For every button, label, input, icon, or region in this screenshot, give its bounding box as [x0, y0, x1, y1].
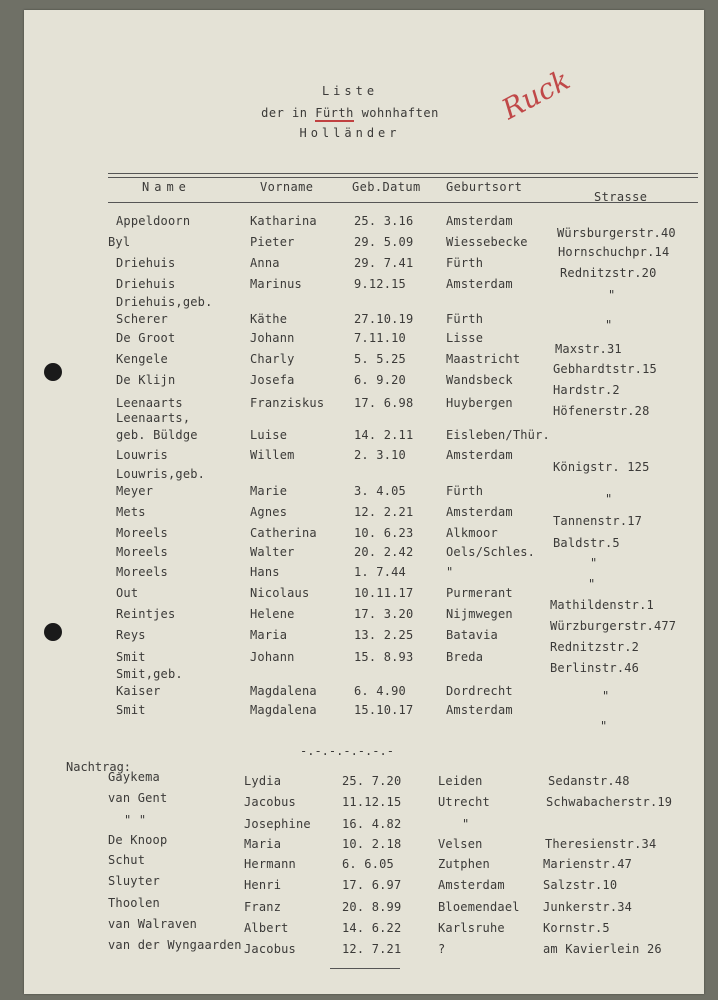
row-strasse: Würzburgerstr.477: [550, 619, 677, 633]
row-ort: Amsterdam: [446, 448, 513, 462]
nachtrag-name: Sluyter: [108, 874, 160, 888]
row-strasse: ": [590, 556, 598, 570]
nachtrag-datum: 11.12.15: [342, 795, 402, 809]
nachtrag-ort: ": [462, 817, 470, 831]
row-name: Moreels: [116, 565, 168, 579]
row-datum: 17. 6.98: [354, 396, 414, 410]
nachtrag-strasse: Marienstr.47: [543, 857, 633, 871]
header-strasse: Strasse: [594, 190, 648, 204]
row-name: Smit: [116, 650, 146, 664]
row-ort: Fürth: [446, 312, 484, 326]
nachtrag-ort: Utrecht: [438, 795, 490, 809]
row-vorname: Helene: [250, 607, 295, 621]
row-datum: 12. 2.21: [354, 505, 414, 519]
nachtrag-name: van Gent: [108, 791, 168, 805]
nachtrag-ort: Amsterdam: [438, 878, 505, 892]
row-vorname: Johann: [250, 650, 295, 664]
nachtrag-datum: 20. 8.99: [342, 900, 402, 914]
nachtrag-vorname: Jacobus: [244, 942, 296, 956]
row-strasse: Höfenerstr.28: [553, 404, 650, 418]
nachtrag-datum: 6. 6.05: [342, 857, 394, 871]
nachtrag-strasse: Theresienstr.34: [545, 837, 657, 851]
row-datum: 13. 2.25: [354, 628, 414, 642]
row-strasse: Berlinstr.46: [550, 661, 640, 675]
row-strasse: Rednitzstr.2: [550, 640, 640, 654]
nachtrag-datum: 16. 4.82: [342, 817, 402, 831]
title-line-2-post: wohnhaften: [353, 106, 439, 120]
row-strasse: Rednitzstr.20: [560, 266, 657, 280]
row-datum: 15. 8.93: [354, 650, 414, 664]
row-ort: Amsterdam: [446, 703, 513, 717]
header-ort: Geburtsort: [446, 180, 523, 194]
row-name: Scherer: [116, 312, 168, 326]
row-datum: 20. 2.42: [354, 545, 414, 559]
row-name: Smit: [116, 703, 146, 717]
row-strasse: ": [600, 719, 608, 733]
row-datum: 29. 5.09: [354, 235, 414, 249]
row-name: Driehuis: [116, 277, 176, 291]
row-name: Driehuis: [116, 256, 176, 270]
row-name: Appeldoorn: [116, 214, 191, 228]
row-name: Leenaarts: [116, 396, 183, 410]
row-datum: 3. 4.05: [354, 484, 406, 498]
row-ort: Amsterdam: [446, 505, 513, 519]
nachtrag-strasse: am Kavierlein 26: [543, 942, 662, 956]
title-line-1: Liste: [321, 84, 379, 98]
row-vorname: Maria: [250, 628, 288, 642]
row-ort: Amsterdam: [446, 214, 513, 228]
row-vorname: Agnes: [250, 505, 288, 519]
nachtrag-ort: Karlsruhe: [438, 921, 505, 935]
row-datum: 17. 3.20: [354, 607, 414, 621]
row-datum: 9.12.15: [354, 277, 406, 291]
row-name: Leenaarts,: [116, 411, 191, 425]
row-vorname: Käthe: [250, 312, 288, 326]
row-name: Out: [116, 586, 139, 600]
row-strasse: ": [608, 288, 616, 302]
row-datum: 2. 3.10: [354, 448, 406, 462]
nachtrag-datum: 12. 7.21: [342, 942, 402, 956]
row-strasse: Baldstr.5: [553, 536, 620, 550]
row-ort: Batavia: [446, 628, 498, 642]
row-datum: 15.10.17: [354, 703, 414, 717]
row-name: Smit,geb.: [116, 667, 183, 681]
row-datum: 29. 7.41: [354, 256, 414, 270]
header-rule-top-2: [108, 177, 698, 178]
row-vorname: Pieter: [250, 235, 295, 249]
row-vorname: Walter: [250, 545, 295, 559]
nachtrag-datum: 14. 6.22: [342, 921, 402, 935]
nachtrag-strasse: Schwabacherstr.19: [546, 795, 673, 809]
row-name: Moreels: [116, 545, 168, 559]
row-name: De Groot: [116, 331, 176, 345]
row-ort: Eisleben/Thür.: [446, 428, 550, 442]
punch-hole-top: [44, 363, 62, 381]
row-datum: 5. 5.25: [354, 352, 406, 366]
row-datum: 6. 9.20: [354, 373, 406, 387]
row-name: Louwris: [116, 448, 168, 462]
row-vorname: Magdalena: [250, 703, 317, 717]
row-vorname: Willem: [250, 448, 295, 462]
row-ort: Alkmoor: [446, 526, 498, 540]
nachtrag-name: De Knoop: [108, 833, 168, 847]
row-name: Driehuis,geb.: [116, 295, 213, 309]
nachtrag-vorname: Jacobus: [244, 795, 296, 809]
row-datum: 14. 2.11: [354, 428, 414, 442]
nachtrag-ort: Bloemendael: [438, 900, 520, 914]
nachtrag-ort: Velsen: [438, 837, 483, 851]
row-vorname: Katharina: [250, 214, 317, 228]
row-vorname: Johann: [250, 331, 295, 345]
nachtrag-strasse: Kornstr.5: [543, 921, 610, 935]
nachtrag-name: Gaykema: [108, 770, 160, 784]
row-name: Byl: [108, 235, 131, 249]
nachtrag-vorname: Maria: [244, 837, 282, 851]
row-datum: 25. 3.16: [354, 214, 414, 228]
row-ort: Huybergen: [446, 396, 513, 410]
header-rule-top: [108, 173, 698, 174]
row-datum: 6. 4.90: [354, 684, 406, 698]
header-vorname: Vorname: [260, 180, 314, 194]
nachtrag-vorname: Hermann: [244, 857, 296, 871]
row-strasse: ": [605, 492, 613, 506]
nachtrag-datum: 17. 6.97: [342, 878, 402, 892]
row-strasse: ": [602, 689, 610, 703]
row-ort: Dordrecht: [446, 684, 513, 698]
nachtrag-strasse: Salzstr.10: [543, 878, 618, 892]
end-rule: [330, 968, 400, 969]
row-vorname: Franziskus: [250, 396, 325, 410]
row-datum: 10.11.17: [354, 586, 414, 600]
title-city: Fürth: [315, 106, 354, 120]
row-datum: 1. 7.44: [354, 565, 406, 579]
row-strasse: Tannenstr.17: [553, 514, 643, 528]
nachtrag-name: Thoolen: [108, 896, 160, 910]
nachtrag-datum: 10. 2.18: [342, 837, 402, 851]
row-strasse: Maxstr.31: [555, 342, 622, 356]
nachtrag-vorname: Lydia: [244, 774, 282, 788]
row-strasse: Gebhardtstr.15: [553, 362, 657, 376]
nachtrag-vorname: Albert: [244, 921, 289, 935]
row-vorname: Josefa: [250, 373, 295, 387]
handwritten-annotation: Ruck: [496, 63, 576, 126]
row-name: geb. Büldge: [116, 428, 198, 442]
title-line-3: Holländer: [299, 126, 401, 140]
row-name: Louwris,geb.: [116, 467, 206, 481]
nachtrag-ort: ?: [438, 942, 446, 956]
row-name: Meyer: [116, 484, 154, 498]
row-strasse: Hardstr.2: [553, 383, 620, 397]
header-datum: Geb.Datum: [352, 180, 421, 194]
row-strasse: Würsburgerstr.40: [557, 226, 676, 240]
nachtrag-strasse: Sedanstr.48: [548, 774, 630, 788]
row-name: Kengele: [116, 352, 168, 366]
row-name: Kaiser: [116, 684, 161, 698]
row-strasse: ": [605, 318, 613, 332]
row-ort: Oels/Schles.: [446, 545, 536, 559]
row-vorname: Marinus: [250, 277, 302, 291]
row-vorname: Nicolaus: [250, 586, 310, 600]
section-separator: -.-.-.-.-.-.-: [300, 744, 394, 758]
row-ort: Amsterdam: [446, 277, 513, 291]
row-ort: Fürth: [446, 256, 484, 270]
nachtrag-ort: Zutphen: [438, 857, 490, 871]
row-vorname: Magdalena: [250, 684, 317, 698]
nachtrag-vorname: Josephine: [244, 817, 311, 831]
title-line-2-pre: der in: [261, 106, 316, 120]
row-datum: 27.10.19: [354, 312, 414, 326]
row-vorname: Marie: [250, 484, 288, 498]
row-ort: Breda: [446, 650, 484, 664]
title-line-2: [0, 106, 700, 120]
row-name: Moreels: [116, 526, 168, 540]
row-datum: 10. 6.23: [354, 526, 414, 540]
punch-hole-bottom: [44, 623, 62, 641]
row-strasse: Hornschuchpr.14: [558, 245, 670, 259]
row-vorname: Charly: [250, 352, 295, 366]
row-datum: 7.11.10: [354, 331, 406, 345]
row-strasse: ": [588, 577, 596, 591]
row-name: De Klijn: [116, 373, 176, 387]
row-strasse: Mathildenstr.1: [550, 598, 654, 612]
nachtrag-datum: 25. 7.20: [342, 774, 402, 788]
nachtrag-label: Nachtrag:: [66, 760, 132, 774]
row-ort: Nijmwegen: [446, 607, 513, 621]
row-vorname: Catherina: [250, 526, 317, 540]
nachtrag-name: Schut: [108, 853, 146, 867]
row-ort: Maastricht: [446, 352, 521, 366]
row-name: Mets: [116, 505, 146, 519]
nachtrag-vorname: Franz: [244, 900, 282, 914]
nachtrag-name: van Walraven: [108, 917, 198, 931]
header-name: Name: [142, 180, 191, 194]
row-name: Reys: [116, 628, 146, 642]
row-ort: ": [446, 565, 454, 579]
row-vorname: Anna: [250, 256, 280, 270]
row-ort: Wiessebecke: [446, 235, 528, 249]
row-strasse: Königstr. 125: [553, 460, 650, 474]
row-ort: Lisse: [446, 331, 484, 345]
nachtrag-name: " ": [124, 813, 147, 827]
row-ort: Wandsbeck: [446, 373, 513, 387]
row-ort: Fürth: [446, 484, 484, 498]
row-name: Reintjes: [116, 607, 176, 621]
row-vorname: Luise: [250, 428, 288, 442]
nachtrag-ort: Leiden: [438, 774, 483, 788]
nachtrag-strasse: Junkerstr.34: [543, 900, 633, 914]
row-vorname: Hans: [250, 565, 280, 579]
row-ort: Purmerant: [446, 586, 513, 600]
nachtrag-vorname: Henri: [244, 878, 282, 892]
nachtrag-name: van der Wyngaarden: [108, 938, 242, 952]
